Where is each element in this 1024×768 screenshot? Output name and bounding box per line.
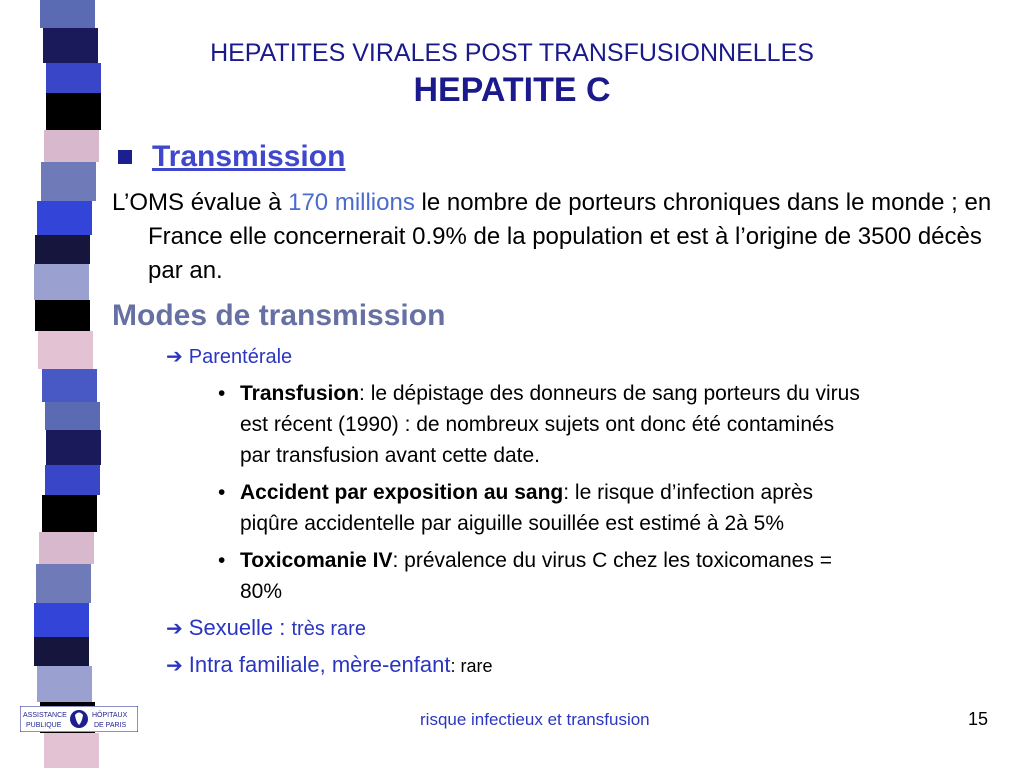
slide-content: [112, 140, 992, 681]
stripe-block: [38, 331, 93, 369]
stripe-block: [37, 201, 92, 235]
logo-right-line1: HÔPITAUX: [92, 712, 128, 719]
item-text: : le risque d’infection après piqûre accidentelle par aiguille souillée est estimé à 2à 5%: [240, 481, 814, 535]
page-number: 15: [968, 709, 989, 729]
arrow-right-icon: ➔: [166, 655, 183, 677]
stripe-block: [35, 235, 90, 264]
paragraph-highlight: 170 millions: [288, 189, 415, 216]
logo-left-line1: ASSISTANCE: [23, 712, 67, 719]
intra-note: rare: [460, 656, 493, 676]
intra-familiale-item: [166, 650, 992, 681]
item-text: : le dépistage des donneurs de sang porteurs du virus est récent (1990) : de nombreux sujets ont donc été contaminés par transfusion avant cette date.: [240, 382, 860, 467]
stripe-block: [41, 162, 96, 201]
stripe-block: [45, 465, 100, 495]
list-item: [218, 378, 870, 471]
arrow-right-icon: ➔: [166, 346, 183, 368]
item-term: Accident par exposition au sang: [240, 481, 564, 504]
sexuelle-note: très rare: [291, 618, 366, 640]
stripe-block: [35, 300, 90, 331]
bullet-dot-icon: •: [218, 382, 226, 405]
stripe-block: [34, 264, 89, 300]
stripe-block: [40, 0, 95, 28]
modes-heading: Modes de transmission: [112, 299, 446, 332]
paragraph-text-2: le nombre de porteurs chroniques dans le monde ; en France elle concernerait 0.9% de la population et est à l’origine de 3500 décès par an.: [148, 189, 992, 284]
stripe-block: [44, 130, 99, 162]
aphp-logo: [20, 706, 138, 732]
bullet-dot-icon: •: [218, 481, 226, 504]
item-term: Toxicomanie IV: [240, 549, 393, 572]
item-term: Transfusion: [240, 382, 360, 405]
logo-right-line2: DE PARIS: [94, 722, 127, 729]
stripe-block: [39, 532, 94, 564]
paragraph-text-1: L’OMS évalue à: [112, 189, 289, 216]
intra-sep: :: [450, 656, 461, 676]
transmission-heading-text: Transmission: [152, 140, 346, 173]
list-item: [218, 545, 870, 607]
stripe-block: [42, 495, 97, 532]
sexuelle-label: Sexuelle :: [188, 615, 292, 640]
arrow-right-icon: ➔: [166, 618, 183, 640]
stripe-block: [42, 369, 97, 402]
bullet-dot-icon: •: [218, 549, 226, 572]
intra-label: Intra familiale, mère-enfant: [188, 652, 451, 677]
stripe-block: [45, 402, 100, 430]
title-line-2: HEPATITE C: [413, 71, 611, 109]
stripe-block: [36, 564, 91, 603]
sexuelle-item: [166, 613, 992, 644]
stripe-block: [37, 666, 92, 702]
title-line-1: HEPATITES VIRALES POST TRANSFUSIONNELLES: [210, 39, 814, 67]
parenterale-label: Parentérale: [188, 346, 293, 368]
square-bullet-icon: [118, 150, 132, 164]
parenterale-list: [112, 378, 992, 607]
stripe-block: [34, 603, 89, 637]
item-text: : prévalence du virus C chez les toxicomanes = 80%: [240, 549, 832, 603]
list-item: [218, 477, 870, 539]
slide-title: [0, 38, 1024, 110]
stripe-block: [44, 733, 99, 768]
footer-text: risque infectieux et transfusion: [420, 710, 650, 729]
parenterale-item: [166, 342, 992, 372]
transmission-heading: [112, 140, 992, 174]
logo-left-line2: PUBLIQUE: [26, 722, 62, 729]
stripe-block: [34, 637, 89, 666]
stripe-block: [46, 430, 101, 465]
transmission-paragraph: [112, 186, 992, 288]
